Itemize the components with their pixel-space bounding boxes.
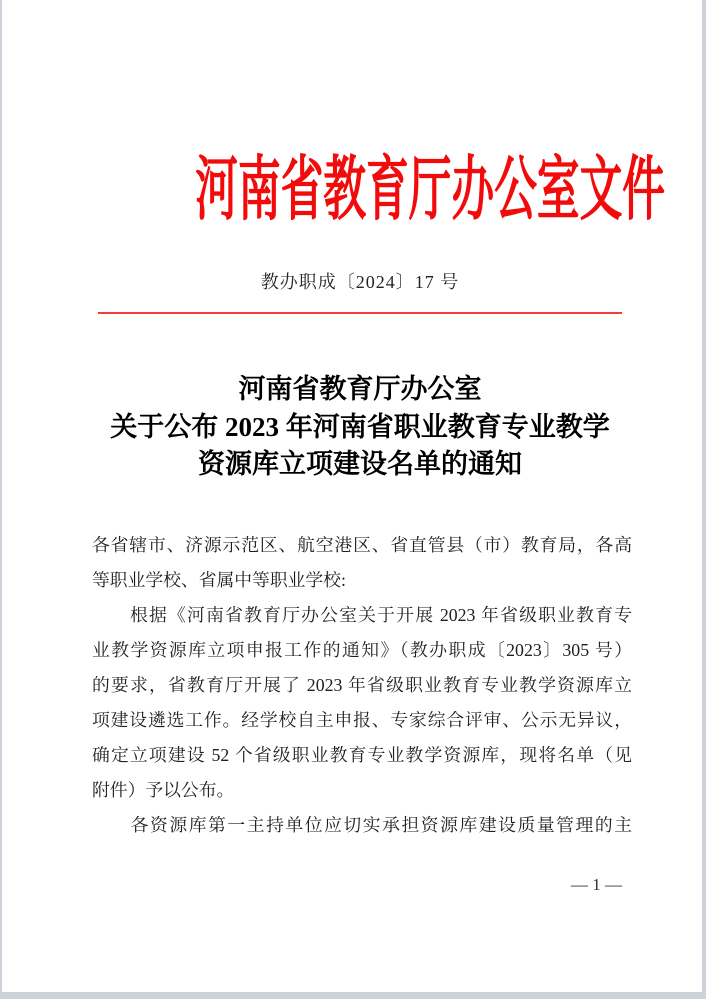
body-line: 的要求，省教育厅开展了 2023 年省级职业教育专业教学资源库立 xyxy=(92,675,632,695)
document-body xyxy=(92,528,632,843)
body-line: 等职业学校、省属中等职业学校: xyxy=(92,570,346,590)
body-line: 确定立项建设 52 个省级职业教育专业教学资源库，现将名单（见 xyxy=(92,745,632,765)
page-number: — 1 — xyxy=(571,875,622,894)
title-line-2: 关于公布 2023 年河南省职业教育专业教学 xyxy=(110,411,610,442)
body-line: 各资源库第一主持单位应切实承担资源库建设质量管理的主 xyxy=(92,815,632,835)
red-divider-line xyxy=(98,312,622,314)
body-line: 根据《河南省教育厅办公室关于开展 2023 年省级职业教育专 xyxy=(92,605,632,625)
title-line-1: 河南省教育厅办公室 xyxy=(238,374,482,404)
document-page xyxy=(2,0,702,992)
doc-number: 教办职成〔2024〕17 号 xyxy=(260,272,460,292)
letterhead-title: 河南省教育厅办公室文件 xyxy=(195,152,666,229)
body-line: 附件）予以公布。 xyxy=(92,780,235,800)
title-line-3: 资源库立项建设名单的通知 xyxy=(198,449,522,479)
body-line: 各省辖市、济源示范区、航空港区、省直管县（市）教育局，各高 xyxy=(92,535,632,555)
body-line: 项建设遴选工作。经学校自主申报、专家综合评审、公示无异议， xyxy=(92,710,632,730)
document-title xyxy=(90,371,630,484)
body-line: 业教学资源库立项申报工作的通知》（教办职成〔2023〕305 号） xyxy=(92,640,632,660)
